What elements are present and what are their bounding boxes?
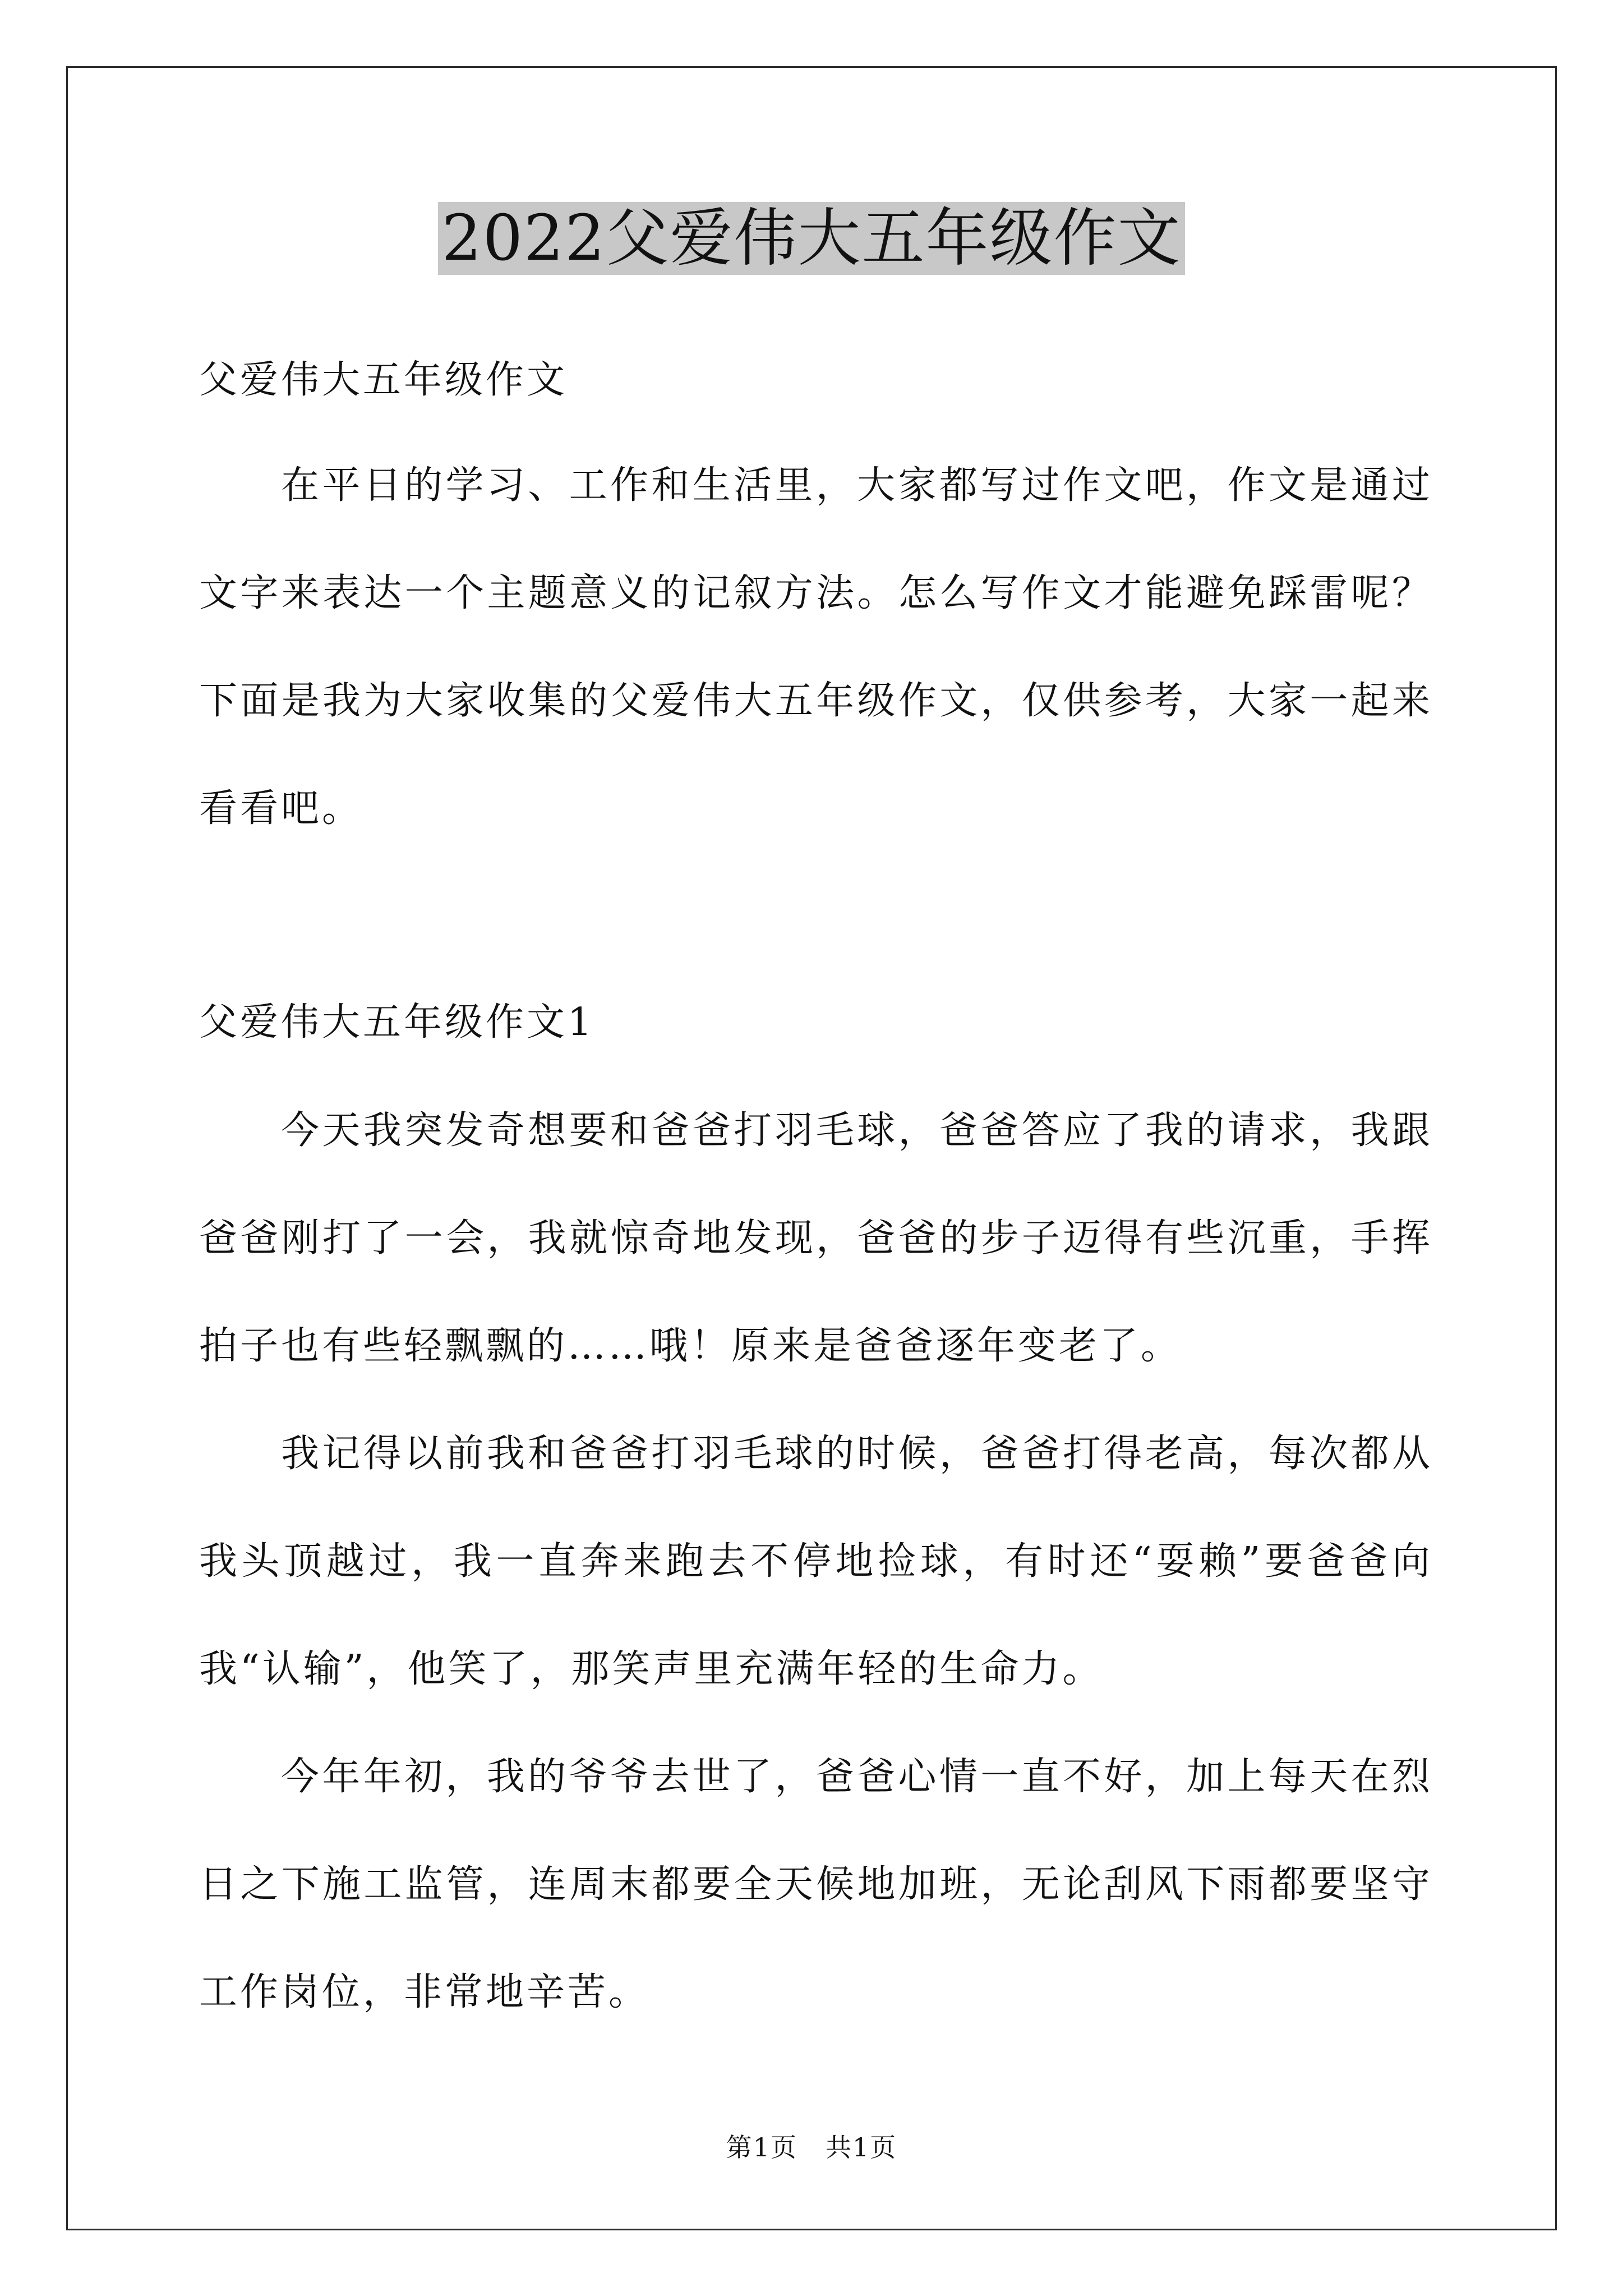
section-heading: 父爱伟大五年级作文1 xyxy=(199,1000,595,1045)
document-subtitle: 父爱伟大五年级作文 xyxy=(199,358,568,402)
essay-paragraph-2: 我记得以前我和爸爸打羽毛球的时候，爸爸打得老高，每次都从我头顶越过，我一直奔来跑去不停地捡球，有时还“耍赖”要爸爸向我“认输”，他笑了，那笑声里充满年轻的生命力。 xyxy=(199,1432,1433,1691)
document-title xyxy=(0,196,1623,280)
essay-paragraph-1: 今天我突发奇想要和爸爸打羽毛球，爸爸答应了我的请求，我跟爸爸刚打了一会，我就惊奇地发现，爸爸的步子迈得有些沉重，手挥拍子也有些轻飘飘的……哦！原来是爸爸逐年变老了。 xyxy=(199,1108,1433,1368)
page-number-current: 第1页 xyxy=(726,2132,797,2162)
essay-paragraph-3: 今年年初，我的爷爷去世了，爸爸心情一直不好，加上每天在烈日之下施工监管，连周末都要全天候地加班，无论刮风下雨都要坚守工作岗位，非常地辛苦。 xyxy=(199,1755,1433,2014)
page-number-total: 共1页 xyxy=(826,2132,897,2162)
intro-section xyxy=(199,432,1433,863)
page-footer xyxy=(0,2127,1623,2164)
essay-body xyxy=(199,1077,1433,2046)
document-title-text: 2022父爱伟大五年级作文 xyxy=(438,202,1184,275)
intro-paragraph: 在平日的学习、工作和生活里，大家都写过作文吧，作文是通过文字来表达一个主题意义的记叙方法。怎么写作文才能避免踩雷呢？下面是我为大家收集的父爱伟大五年级作文，仅供参考，大家一起来看看吧。 xyxy=(199,463,1433,831)
